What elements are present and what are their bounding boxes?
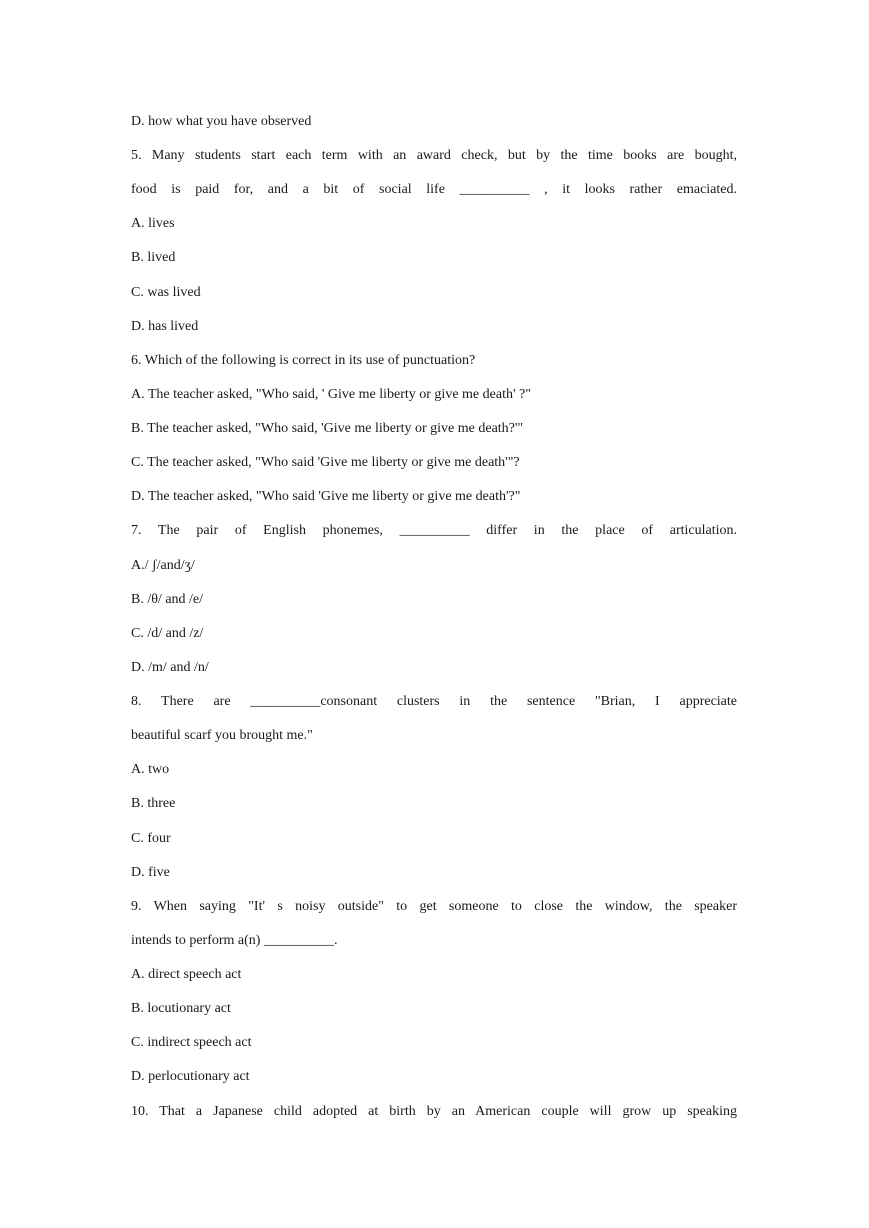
option-8a: A. two	[131, 762, 170, 777]
option-9c: C. indirect speech act	[131, 1035, 252, 1050]
option-6c: C. The teacher asked, "Who said 'Give me liberty or give me death'"?	[131, 455, 520, 470]
question-5-line-2: food is paid for, and a bit of social life __________ , it looks rather emaciated.	[131, 182, 737, 197]
option-6b: B. The teacher asked, "Who said, 'Give me liberty or give me death?'"	[131, 421, 524, 436]
option-7a: A./ ʃ/and/ʒ/	[131, 558, 195, 573]
question-9-line-1: 9. When saying "It' s noisy outside" to get someone to close the window, the speaker	[131, 899, 737, 914]
question-8-line-1: 8. There are __________consonant clusters in the sentence "Brian, I appreciate	[131, 694, 737, 709]
option-6d: D. The teacher asked, "Who said 'Give me liberty or give me death'?"	[131, 489, 521, 504]
option-9b: B. locutionary act	[131, 1001, 231, 1016]
option-9a: A. direct speech act	[131, 967, 242, 982]
option-7b: B. /θ/ and /e/	[131, 592, 204, 607]
option-7c: C. /d/ and /z/	[131, 626, 204, 641]
question-10-line-1: 10. That a Japanese child adopted at birth by an American couple will grow up speaking	[131, 1104, 737, 1119]
option-5d: D. has lived	[131, 319, 199, 334]
question-8-line-2: beautiful scarf you brought me."	[131, 728, 313, 743]
option-5a: A. lives	[131, 216, 175, 231]
question-6: 6. Which of the following is correct in its use of punctuation?	[131, 353, 476, 368]
option-4d: D. how what you have observed	[131, 114, 312, 129]
option-6a: A. The teacher asked, "Who said, ' Give me liberty or give me death' ?"	[131, 387, 531, 402]
option-7d: D. /m/ and /n/	[131, 660, 209, 675]
option-8d: D. five	[131, 865, 170, 880]
option-9d: D. perlocutionary act	[131, 1069, 250, 1084]
option-8b: B. three	[131, 796, 176, 811]
option-5b: B. lived	[131, 250, 176, 265]
option-8c: C. four	[131, 831, 171, 846]
option-5c: C. was lived	[131, 285, 201, 300]
question-9-line-2: intends to perform a(n) __________.	[131, 933, 338, 948]
question-5-line-1: 5. Many students start each term with an award check, but by the time books are bought,	[131, 148, 737, 163]
question-7: 7. The pair of English phonemes, __________ differ in the place of articulation.	[131, 523, 737, 538]
